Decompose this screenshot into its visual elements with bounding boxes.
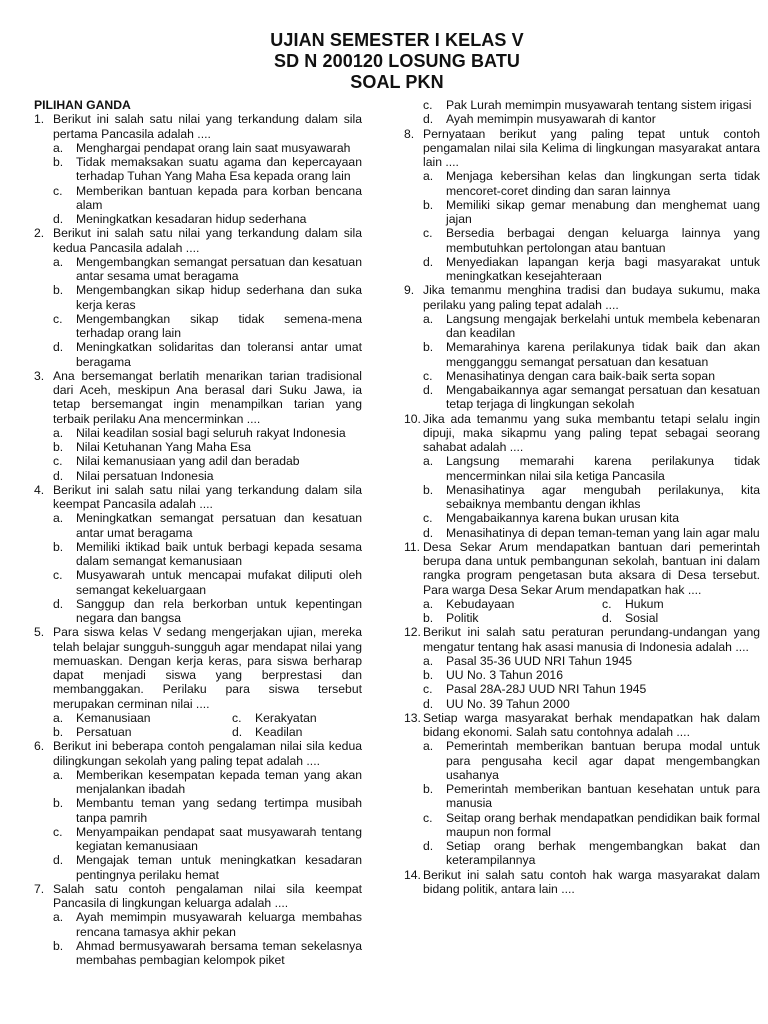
question-number: 13. — [404, 710, 421, 725]
option-c — [423, 811, 760, 840]
option-b — [423, 198, 760, 227]
option-b — [53, 540, 362, 569]
option-c — [53, 454, 362, 468]
option-text: Memiliki sikap gemar menabung dan menghemat uang jajan — [446, 197, 760, 226]
option-d — [53, 340, 362, 369]
option-letter: a. — [423, 739, 434, 754]
option-d — [53, 469, 362, 483]
option-letter: d. — [53, 468, 64, 483]
question-6 — [34, 739, 362, 882]
option-text: Ayah memimpin musyawarah keluarga membahas rencana tamasya akhir pekan — [76, 910, 362, 939]
option-text: Menasihatinya di depan teman-teman yang lain agar malu — [446, 525, 760, 540]
question-text: Setiap warga masyarakat berhak mendapatkan hak dalam bidang ekonomi. Salah satu contohnya adalah .... — [423, 710, 760, 739]
question-text: Para siswa kelas V sedang mengerjakan ujian, mereka telah belajar sungguh-sungguh agar mendapat nilai yang memuaskan. Dengan kerja keras, para siswa berharap dapat menjadi siswa yang berprestasi dan membanggakan. Perilaku para siswa tersebut merupakan cerminan nilai .... — [53, 625, 362, 711]
option-letter: b. — [53, 796, 64, 811]
question-12 — [404, 625, 760, 711]
option-c — [423, 682, 760, 696]
option-text: Keadilan — [255, 725, 303, 739]
option-letter: c. — [423, 511, 433, 526]
option-letter: b. — [53, 155, 64, 169]
option-text: Nilai Ketuhanan Yang Maha Esa — [76, 440, 252, 454]
option-c — [53, 568, 362, 597]
option-letter: c. — [423, 810, 433, 825]
option-a — [423, 169, 760, 198]
option-d — [423, 112, 760, 126]
option-letter: d. — [53, 340, 64, 355]
option-letter: d. — [53, 596, 64, 611]
option-letter: d. — [53, 853, 64, 868]
option-b — [53, 155, 362, 184]
option-text: Mengembangkan sikap tidak semena-mena terhadap orang lain — [76, 311, 362, 340]
question-11 — [404, 540, 760, 626]
option-text: Pemerintah memberikan bantuan berupa modal untuk para pengusaha kecil agar dapat mengembangkan usahanya — [446, 739, 760, 782]
question-number: 11. — [404, 539, 421, 554]
option-d — [423, 255, 760, 284]
option-letter: c. — [602, 596, 612, 611]
option-text: Menyediakan lapangan kerja bagi masyarakat untuk meningkatkan kesejahteraan — [446, 254, 760, 283]
option-letter: a. — [53, 511, 64, 526]
option-b — [53, 725, 232, 739]
option-letter: a. — [423, 311, 434, 326]
option-d — [53, 853, 362, 882]
question-text: Berikut ini salah satu peraturan perundang-undangan yang mengatur tentang hak asasi manusia di Indonesia adalah .... — [423, 625, 760, 654]
question-10 — [404, 412, 760, 540]
option-text: Persatuan — [76, 725, 132, 739]
option-letter: a. — [53, 910, 64, 925]
option-letter: c. — [423, 98, 433, 112]
option-text: Memberikan bantuan kepada para korban bencana alam — [76, 183, 362, 212]
option-text: Hukum — [625, 596, 664, 611]
question-number: 3. — [34, 368, 45, 383]
option-text: Ayah memimpin musyawarah di kantor — [446, 112, 656, 127]
option-text: Menasihatinya dengan cara baik-baik serta sopan — [446, 368, 715, 383]
option-d — [423, 383, 760, 412]
option-letter: d. — [53, 212, 64, 226]
option-letter: c. — [53, 183, 63, 198]
option-c — [232, 711, 411, 725]
option-b — [423, 483, 760, 512]
option-letter: b. — [423, 611, 434, 625]
option-a — [423, 654, 760, 668]
subject-title: SOAL PKN — [350, 72, 444, 92]
option-text: Bersedia berbagai dengan keluarga lainnya yang membutuhkan pertolongan atau bantuan — [446, 226, 760, 255]
question-4 — [34, 483, 362, 626]
option-c — [53, 312, 362, 341]
option-a — [423, 312, 760, 341]
question-number: 14. — [404, 867, 421, 882]
option-a — [423, 739, 760, 782]
question-text: Berikut ini beberapa contoh pengalaman nilai sila kedua dilingkungan sekolah yang paling tepat adalah .... — [53, 739, 362, 768]
option-letter: c. — [53, 568, 63, 583]
option-text: Kerakyatan — [255, 710, 317, 725]
option-text: Nilai persatuan Indonesia — [76, 468, 214, 483]
option-a — [53, 141, 362, 155]
option-c — [602, 597, 768, 611]
option-text: Memarahinya karena perilakunya tidak baik dan akan mengganggu semangat persatuan dan kesatuan — [446, 340, 760, 369]
option-text: Langsung memarahi karena perilakunya tidak mencerminkan nilai sila ketiga Pancasila — [446, 454, 760, 483]
option-b — [53, 796, 362, 825]
option-text: Memberikan kesempatan kepada teman yang akan menjalankan ibadah — [76, 767, 362, 796]
question-text: Pernyataan berikut yang paling tepat untuk contoh pengamalan nilai sila Kelima di lingkungan masyarakat antara lain .... — [423, 126, 760, 169]
option-b — [53, 283, 362, 312]
option-c — [423, 369, 760, 383]
question-number: 5. — [34, 625, 45, 640]
option-text: Menasihatinya agar mengubah perilakunya, kita sebaiknya membantu dengan ikhlas — [446, 482, 760, 511]
option-text: Pasal 28A-28J UUD NRI Tahun 1945 — [446, 682, 647, 697]
right-column — [404, 98, 760, 896]
question-text: Salah satu contoh pengalaman nilai sila keempat Pancasila di lingkungan keluarga adalah .... — [53, 881, 362, 910]
question-3 — [34, 369, 362, 483]
left-column — [34, 98, 362, 967]
option-letter: c. — [53, 311, 63, 326]
option-text: Nilai kemanusiaan yang adil dan beradab — [76, 454, 300, 469]
option-letter: a. — [423, 596, 434, 611]
question-text: Jika temanmu menghina tradisi dan budaya sukumu, maka perilaku yang paling tepat adalah .... — [423, 283, 760, 312]
option-letter: a. — [53, 140, 64, 155]
option-d — [53, 597, 362, 626]
question-7-continued — [404, 98, 760, 127]
question-text: Berikut ini salah satu contoh hak warga masyarakat dalam bidang politik, antara lain .... — [423, 867, 760, 896]
option-text: Pasal 35-36 UUD NRI Tahun 1945 — [446, 653, 633, 668]
question-8 — [404, 127, 760, 284]
option-letter: b. — [53, 283, 64, 298]
option-b — [423, 668, 760, 682]
option-d — [232, 725, 411, 739]
option-letter: c. — [423, 226, 433, 241]
option-c — [423, 98, 760, 112]
option-a — [53, 910, 362, 939]
option-letter: a. — [53, 767, 64, 782]
option-letter: d. — [423, 525, 434, 540]
question-text: Jika ada temanmu yang suka membantu tetapi selalu ingin dipuji, maka sikapmu yang paling tepat sebagai seorang sahabat adalah .... — [423, 411, 760, 454]
option-letter: c. — [53, 454, 63, 469]
option-text: Ahmad bermusyawarah bersama teman sekelasnya membahas pembagian kelompok piket — [76, 938, 362, 967]
question-1 — [34, 112, 362, 226]
option-text: Sanggup dan rela berkorban untuk kepentingan negara dan bangsa — [76, 596, 362, 625]
option-d — [423, 697, 760, 711]
question-text: Berikut ini salah satu nilai yang terkandung dalam sila kedua Pancasila adalah .... — [53, 226, 362, 255]
option-text: Menghargai pendapat orang lain saat musyawarah — [76, 140, 351, 155]
option-letter: b. — [53, 725, 64, 739]
option-letter: d. — [423, 383, 434, 397]
option-letter: b. — [423, 340, 434, 355]
option-d — [423, 839, 760, 868]
option-a — [53, 768, 362, 797]
option-letter: b. — [423, 782, 434, 796]
option-text: UU No. 39 Tahun 2000 — [446, 696, 570, 711]
option-letter: d. — [232, 725, 243, 739]
option-text: Memiliki iktikad baik untuk berbagi kepada sesama dalam semangat kemanusiaan — [76, 539, 362, 568]
option-a — [53, 711, 232, 725]
option-text: Mengabaikannya karena bukan urusan kita — [446, 511, 680, 526]
option-letter: a. — [423, 454, 434, 469]
option-letter: a. — [423, 653, 434, 668]
question-number: 10. — [404, 411, 421, 426]
exam-title: UJIAN SEMESTER I KELAS V — [270, 30, 524, 50]
question-text: Berikut ini salah satu nilai yang terkandung dalam sila pertama Pancasila adalah .... — [53, 112, 362, 141]
option-letter: c. — [232, 710, 242, 725]
question-number: 2. — [34, 226, 45, 241]
school-name: SD N 200120 LOSUNG BATU — [273, 51, 521, 71]
option-text: Kebudayaan — [446, 596, 515, 611]
option-text: Kemanusiaan — [76, 710, 151, 725]
option-letter: d. — [423, 696, 434, 711]
question-text: Berikut ini salah satu nilai yang terkandung dalam sila keempat Pancasila adalah .... — [53, 482, 362, 511]
question-14 — [404, 868, 760, 897]
question-number: 7. — [34, 881, 45, 896]
question-number: 12. — [404, 625, 421, 640]
option-d — [423, 526, 760, 540]
option-a — [53, 255, 362, 284]
option-d — [602, 611, 768, 625]
question-text: Ana bersemangat berlatih menarikan tarian tradisional dari Aceh, meskipun Ana berasal dari Suku Jawa, ia tetap bersemangat ingin menampilkan tarian yang terbaik perilaku Ana mencerminkan .... — [53, 368, 362, 426]
option-letter: d. — [423, 254, 434, 269]
option-letter: c. — [423, 682, 433, 697]
option-text: Musyawarah untuk mencapai mufakat diliputi oleh semangat kekeluargaan — [76, 568, 362, 597]
option-letter: d. — [423, 112, 434, 127]
question-text: Desa Sekar Arum mendapatkan bantuan dari pemerintah berupa dana untuk pembangunan sekolah, bantuan ini dalam rangka program pengetasan buta aksara di Desa tersebut. Para warga Desa Sekar Arum mendapatkan hak .... — [423, 539, 760, 597]
question-9 — [404, 283, 760, 411]
option-c — [53, 184, 362, 213]
option-b — [423, 340, 760, 369]
option-a — [53, 426, 362, 440]
option-text: Meningkatkan solidaritas dan toleransi antar umat beragama — [76, 340, 362, 369]
option-letter: b. — [423, 197, 434, 212]
option-b — [423, 611, 602, 625]
question-13 — [404, 711, 760, 868]
option-a — [423, 597, 602, 611]
option-text: Pak Lurah memimpin musyawarah tentang sistem irigasi — [446, 98, 752, 112]
option-letter: b. — [53, 440, 64, 454]
option-letter: b. — [423, 668, 434, 682]
option-c — [53, 825, 362, 854]
option-letter: b. — [53, 938, 64, 953]
option-text: Nilai keadilan sosial bagi seluruh rakyat Indonesia — [76, 425, 346, 440]
option-letter: b. — [53, 539, 64, 554]
option-text: Mengabaikannya agar semangat persatuan dan kesatuan tetap terjaga di lingkungan sekolah — [446, 383, 760, 412]
option-c — [423, 511, 760, 525]
question-number: 9. — [404, 283, 415, 298]
exam-header — [34, 30, 760, 93]
question-5 — [34, 625, 362, 739]
option-text: Mengembangkan sikap hidup sederhana dan suka kerja keras — [76, 283, 362, 312]
option-text: Politik — [446, 611, 479, 625]
option-text: Mengajak teman untuk meningkatkan kesadaran pentingnya perilaku hemat — [76, 853, 362, 882]
option-text: Pemerintah memberikan bantuan kesehatan untuk para manusia — [446, 782, 760, 811]
option-a — [53, 511, 362, 540]
option-text: Menjaga kebersihan kelas dan lingkungan serta tidak mencoret-coret dinding dan saran lainnya — [446, 169, 760, 198]
option-text: Tidak memaksakan suatu agama dan kepercayaan terhadap Tuhan Yang Maha Esa kepada orang lain — [76, 155, 362, 184]
option-text: Seitap orang berhak mendapatkan pendidikan baik formal maupun non formal — [446, 810, 760, 839]
option-text: Sosial — [625, 611, 659, 625]
question-number: 4. — [34, 482, 45, 497]
question-number: 1. — [34, 112, 45, 127]
option-text: Langsung mengajak berkelahi untuk membela kebenaran dan keadilan — [446, 311, 760, 340]
section-title: PILIHAN GANDA — [34, 98, 131, 112]
option-text: Mengembangkan semangat persatuan dan kesatuan antar sesama umat beragama — [76, 254, 362, 283]
option-text: Meningkatkan semangat persatuan dan kesatuan antar umat beragama — [76, 511, 362, 540]
option-letter: a. — [53, 710, 64, 725]
option-d — [53, 212, 362, 226]
option-letter: c. — [53, 824, 63, 839]
option-text: UU No. 3 Tahun 2016 — [446, 668, 563, 682]
option-letter: a. — [423, 169, 434, 184]
option-b — [53, 440, 362, 454]
option-letter: a. — [53, 425, 64, 440]
question-number: 6. — [34, 739, 45, 754]
question-2 — [34, 226, 362, 369]
option-letter: c. — [423, 368, 433, 383]
option-text: Menyampaikan pendapat saat musyawarah tentang kegiatan kemanusiaan — [76, 824, 362, 853]
option-a — [423, 454, 760, 483]
option-letter: d. — [602, 611, 613, 625]
option-letter: a. — [53, 254, 64, 269]
option-b — [423, 782, 760, 811]
option-text: Membantu teman yang sedang tertimpa musibah tanpa pamrih — [76, 796, 362, 825]
option-letter: b. — [423, 482, 434, 497]
option-letter: d. — [423, 839, 434, 853]
question-7 — [34, 882, 362, 968]
option-text: Meningkatkan kesadaran hidup sederhana — [76, 212, 307, 226]
question-number: 8. — [404, 126, 415, 141]
option-b — [53, 939, 362, 968]
option-text: Setiap orang berhak mengembangkan bakat dan keterampilannya — [446, 839, 760, 868]
option-c — [423, 226, 760, 255]
